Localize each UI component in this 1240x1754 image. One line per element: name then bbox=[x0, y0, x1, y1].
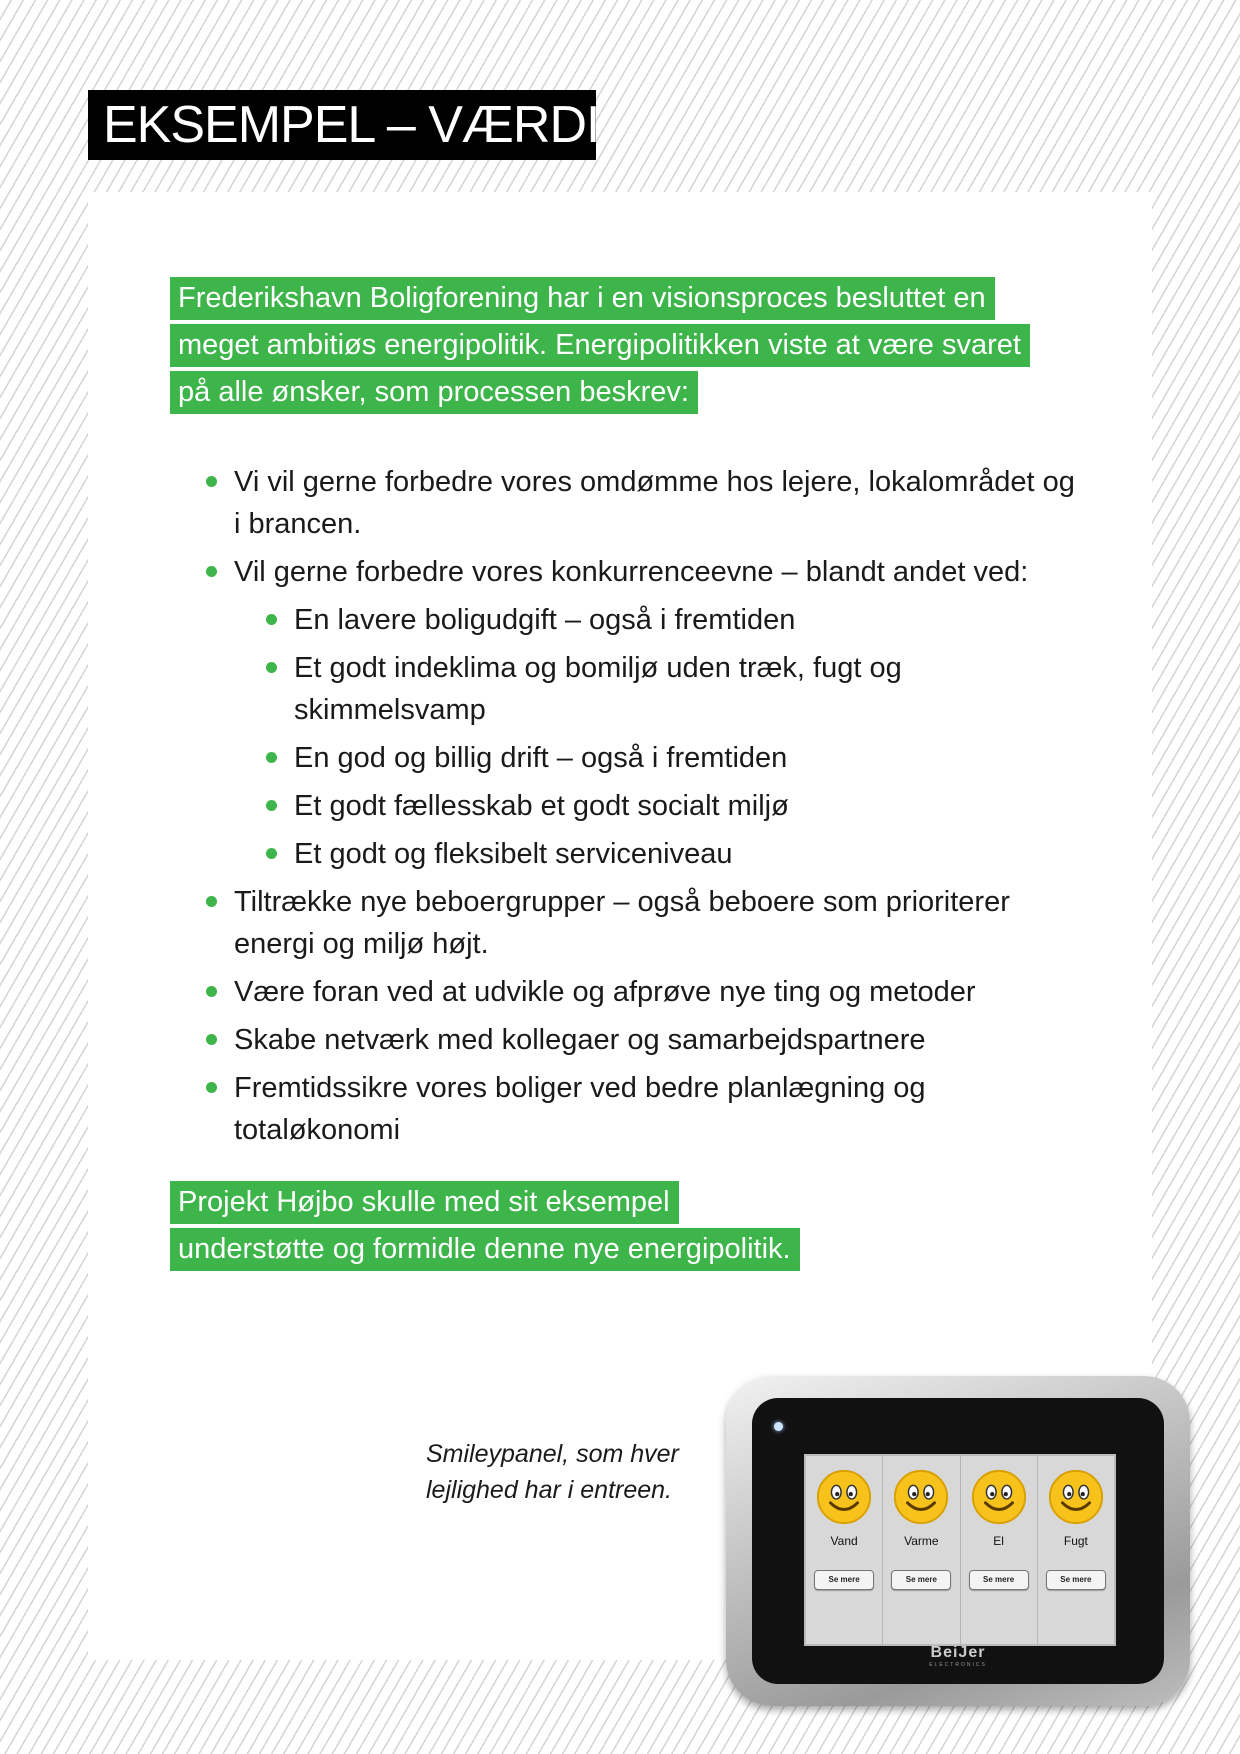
list-item: Tiltrække nye beboergrupper – også beboere som prioriterer energi og miljø højt. bbox=[206, 881, 1086, 965]
list-item: Skabe netværk med kollegaer og samarbejdspartnere bbox=[206, 1019, 1086, 1061]
bullet-icon bbox=[266, 800, 277, 811]
bullet-icon bbox=[206, 566, 217, 577]
device-bezel bbox=[752, 1398, 1164, 1684]
bullet-icon bbox=[266, 662, 277, 673]
bullet-icon bbox=[266, 752, 277, 763]
intro-line: Frederikshavn Boligforening har i en visionsproces besluttet en bbox=[170, 277, 995, 320]
brand-logo bbox=[752, 1644, 1164, 1668]
smiley-cell bbox=[883, 1456, 960, 1644]
bullet-icon bbox=[206, 1082, 217, 1093]
smiley-panel-device bbox=[726, 1376, 1190, 1706]
bullet-icon bbox=[206, 476, 217, 487]
list-item: Vil gerne forbedre vores konkurrenceevne – blandt andet ved: bbox=[206, 551, 1086, 593]
see-more-button[interactable]: Se mere bbox=[969, 1570, 1029, 1590]
sub-list-item: En lavere boligudgift – også i fremtiden bbox=[266, 599, 1086, 641]
bullet-icon bbox=[266, 614, 277, 625]
list-item: Være foran ved at udvikle og afprøve nye ting og metoder bbox=[206, 971, 1086, 1013]
see-more-button[interactable]: Se mere bbox=[1046, 1570, 1106, 1590]
cell-label: Varme bbox=[904, 1534, 939, 1548]
image-caption: Smileypanel, som hver lejlighed har i entreen. bbox=[426, 1440, 679, 1504]
list-item: Fremtidssikre vores boliger ved bedre planlægning og totaløkonomi bbox=[206, 1067, 1086, 1151]
smiley-face-icon bbox=[970, 1468, 1028, 1526]
intro-line: på alle ønsker, som processen beskrev: bbox=[170, 371, 698, 414]
bullet-icon bbox=[206, 1034, 217, 1045]
smiley-cell bbox=[1038, 1456, 1114, 1644]
bullet-icon bbox=[206, 986, 217, 997]
smiley-cell bbox=[806, 1456, 883, 1644]
closing-highlight bbox=[170, 1181, 800, 1275]
sub-list-item: En god og billig drift – også i fremtiden bbox=[266, 737, 1086, 779]
page-title: EKSEMPEL – VÆRDI bbox=[88, 90, 596, 160]
cell-label: Fugt bbox=[1063, 1534, 1088, 1548]
brand-name: BeiJer bbox=[930, 1644, 986, 1661]
smiley-cell bbox=[961, 1456, 1038, 1644]
device-screen bbox=[804, 1454, 1116, 1646]
led-indicator-icon bbox=[774, 1422, 783, 1431]
goals-list bbox=[206, 461, 1086, 1157]
smiley-face-icon bbox=[815, 1468, 873, 1526]
bullet-icon bbox=[266, 848, 277, 859]
sub-list-item: Et godt og fleksibelt serviceniveau bbox=[266, 833, 1086, 875]
see-more-button[interactable]: Se mere bbox=[814, 1570, 874, 1590]
intro-line: meget ambitiøs energipolitik. Energipolitikken viste at være svaret bbox=[170, 324, 1030, 367]
closing-line: understøtte og formidle denne nye energipolitik. bbox=[170, 1228, 800, 1271]
see-more-button[interactable]: Se mere bbox=[891, 1570, 951, 1590]
smiley-face-icon bbox=[1047, 1468, 1105, 1526]
sub-list-item: Et godt fællesskab et godt socialt miljø bbox=[266, 785, 1086, 827]
intro-highlight bbox=[170, 277, 1030, 418]
closing-line: Projekt Højbo skulle med sit eksempel bbox=[170, 1181, 679, 1224]
smiley-face-icon bbox=[892, 1468, 950, 1526]
sub-list-item: Et godt indeklima og bomiljø uden træk, fugt og skimmelsvamp bbox=[266, 647, 1086, 731]
bullet-icon bbox=[206, 896, 217, 907]
cell-label: Vand bbox=[830, 1534, 858, 1548]
brand-subtitle: ELECTRONICS bbox=[929, 1662, 987, 1668]
list-item: Vi vil gerne forbedre vores omdømme hos lejere, lokalområdet og i brancen. bbox=[206, 461, 1086, 545]
cell-label: El bbox=[993, 1534, 1004, 1548]
